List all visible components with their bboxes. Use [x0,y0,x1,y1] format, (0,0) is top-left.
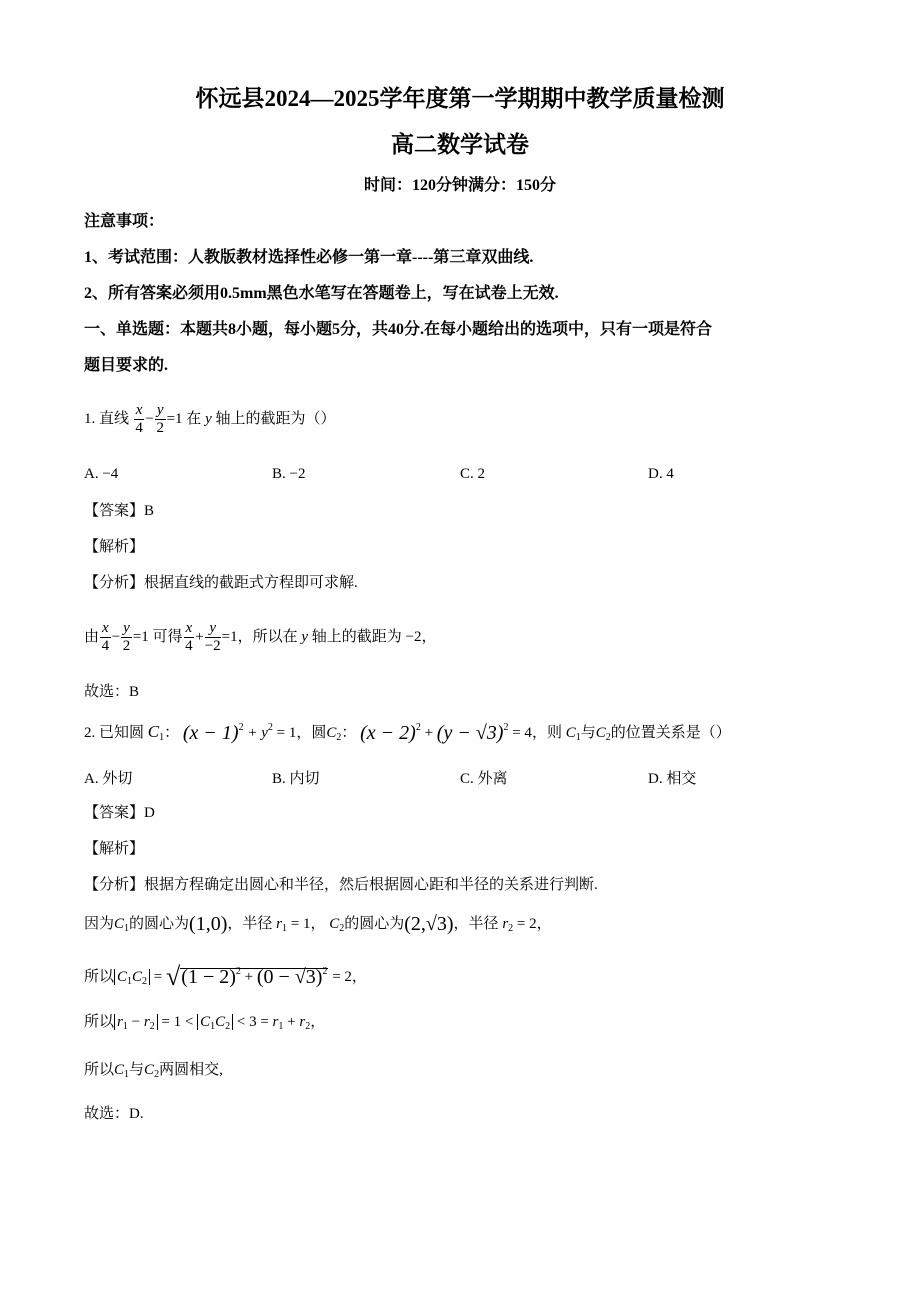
q1-suffix: 轴上的截距为（） [215,411,336,427]
q1-option-a: A. −4 [84,466,119,482]
notes-heading: 注意事项： [84,213,165,230]
note-item-2: 2、所有答案必须用0.5mm黑色水笔写在答题卷上，写在试卷上无效. [84,285,559,302]
q1-mid: 在 [186,411,202,427]
q1-option-b: B. −2 [272,466,306,482]
q2-answer: 【答案】D [84,805,155,821]
note-item-1: 1、考试范围：人教版教材选择性必修一第一章----第三章双曲线. [84,249,534,266]
exam-title: 怀远县2024—2025学年度第一学期期中教学质量检测 [195,86,725,111]
q2-option-b: B. 内切 [272,771,320,787]
q1-option-d: D. 4 [648,466,674,482]
q1-fenxi: 【分析】根据直线的截距式方程即可求解. [84,575,358,591]
q1-analysis-label: 【解析】 [84,539,145,555]
q2-conclusion: 故选：D. [84,1106,144,1122]
exam-subtitle: 高二数学试卷 [391,132,529,157]
time-info: 时间：120分钟满分：150分 [363,177,556,194]
q2-fenxi: 【分析】根据方程确定出圆心和半径，然后根据圆心距和半径的关系进行判断. [84,877,598,893]
q1-prefix: 1. 直线 [84,411,130,427]
q1-axis: y [205,411,212,427]
section-heading-line2: 题目要求的. [84,357,169,374]
section-heading-line1: 一、单选题：本题共8小题，每小题5分，共40分.在每小题给出的选项中，只有一项是符合 [84,321,713,338]
question-2: 2. 已知圆 $C_1$： $(x - 1)^2 + y^2 = 1$，圆$C_2$： $(x - 2)^2 + (y - √3)^2 = 4$，则 $C_1$与$C_2$的位置关系是（） [84,722,731,744]
q1-frac-x4: $\frac{x}{4}$ [135,402,143,437]
q2-step-2: 所以 $C_1C_2 = √(1 - 2)^2 + (0 - √3)^2 = 2$， [84,962,367,991]
q1-frac-y2: $\frac{y}{2}$ [156,402,164,437]
q2-step-1: 因为$C_1$的圆心为(1,0)，半径 $r_1 = 1$， $C_2$的圆心为(2,√3)，半径 $r_2 = 2$， [84,913,552,935]
q1-answer: 【答案】B [84,503,155,519]
q1-solution: 由 $\frac{x}{4}$ − $\frac{y}{2}$ =1 可得 $\frac{x}{4}$ + $\frac{y}{-2}$ =1，所以在 y 轴上的截距为 −2， [84,620,437,655]
q2-step-3: 所以 $r_1 - r_2 = 1 < C_1C_2 < 3 = r_1 + r_2$， [84,1014,326,1032]
q2-option-d: D. 相交 [648,771,697,787]
question-1: 1. 直线 $\frac{x}{4}$ − $\frac{y}{2}$ =1 在 y 轴上的截距为（） [84,402,336,437]
q2-analysis-label: 【解析】 [84,841,145,857]
q2-option-a: A. 外切 [84,771,133,787]
q1-option-c: C. 2 [460,466,486,482]
q2-option-c: C. 外离 [460,771,508,787]
q1-conclusion: 故选：B [84,684,140,700]
q2-step-4: 所以$C_1$与$C_2$两圆相交, [84,1062,223,1080]
